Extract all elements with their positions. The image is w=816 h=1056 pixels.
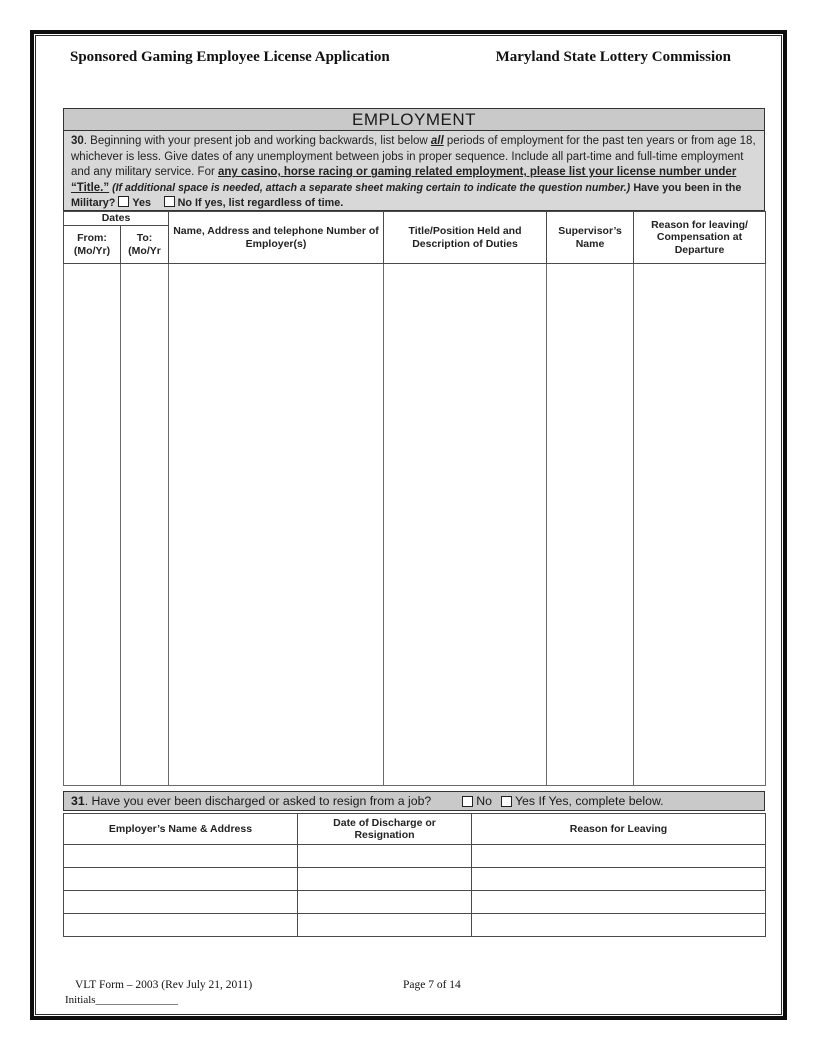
q31-question: . Have you ever been discharged or asked to resign from a job? <box>84 794 432 808</box>
dates-header-row <box>64 212 766 226</box>
discharge-employer-cell[interactable] <box>64 845 298 868</box>
agency-title: Maryland State Lottery Commission <box>495 49 731 65</box>
discharge-table-row <box>64 845 766 868</box>
military-no-checkbox[interactable] <box>164 196 175 207</box>
q30-all-word: all <box>430 135 444 147</box>
q30-note: (If additional space is needed, attach a separate sheet making certain to indicate the question number.) <box>109 181 631 194</box>
title-duties-cell[interactable] <box>384 264 547 786</box>
col-header-title: Title/Position Held and Description of Duties <box>384 212 547 264</box>
military-no-label: No If yes, list regardless of time. <box>177 197 344 210</box>
discharge-date-cell[interactable] <box>298 845 472 868</box>
col-header-to: To: (Mo/Yr <box>121 226 169 264</box>
discharge-employer-cell[interactable] <box>64 914 298 937</box>
discharge-reason-cell[interactable] <box>472 868 766 891</box>
employment-history-table <box>63 211 766 786</box>
discharge-header-row <box>64 814 766 845</box>
from-date-cell[interactable] <box>64 264 121 786</box>
discharge-table-row <box>64 891 766 914</box>
discharge-reason-cell[interactable] <box>472 891 766 914</box>
discharged-yes-label: Yes If Yes, complete below. <box>514 794 664 808</box>
discharged-no-label: No <box>476 794 492 808</box>
discharge-table-row <box>64 868 766 891</box>
employer-cell[interactable] <box>169 264 384 786</box>
discharge-date-cell[interactable] <box>298 868 472 891</box>
form-title: Sponsored Gaming Employee License Application <box>70 49 390 65</box>
discharge-reason-cell[interactable] <box>472 914 766 937</box>
discharge-date-cell[interactable] <box>298 891 472 914</box>
q31-number: 31 <box>71 794 85 808</box>
col-header-discharge-reason: Reason for Leaving <box>472 814 766 845</box>
initials-line[interactable]: Initials_______________ <box>65 994 179 1006</box>
section-title: EMPLOYMENT <box>63 108 765 131</box>
q30-number: 30 <box>71 135 84 147</box>
page-inner-border <box>35 35 782 1015</box>
q30-intro: . Beginning with your present job and working backwards, list below <box>83 135 431 147</box>
question-31-bar <box>63 791 765 811</box>
page-header <box>36 49 781 66</box>
military-question: Have you been in the Military? <box>71 181 742 210</box>
discharge-table-row <box>64 914 766 937</box>
page-border-frame <box>30 30 787 1020</box>
page-number: Page 7 of 14 <box>403 979 461 991</box>
employment-entry-row <box>64 264 766 786</box>
discharged-yes-checkbox[interactable] <box>501 796 512 807</box>
col-header-from: From: (Mo/Yr) <box>64 226 121 264</box>
col-header-supervisor: Supervisor’s Name <box>547 212 634 264</box>
discharge-reason-cell[interactable] <box>472 845 766 868</box>
q30-emphasis: any casino, horse racing or gaming related employment, please list your license number under “Title.” <box>71 166 737 194</box>
col-header-employer: Name, Address and telephone Number of Employer(s) <box>169 212 384 264</box>
form-id: VLT Form – 2003 (Rev July 21, 2011) <box>75 979 253 991</box>
discharge-employer-cell[interactable] <box>64 868 298 891</box>
dates-header: Dates <box>64 212 169 226</box>
reason-cell[interactable] <box>634 264 766 786</box>
military-yes-label: Yes <box>132 197 152 210</box>
discharged-no-checkbox[interactable] <box>462 796 473 807</box>
discharge-employer-cell[interactable] <box>64 891 298 914</box>
question-30-instructions <box>63 131 765 211</box>
to-date-cell[interactable] <box>121 264 169 786</box>
col-header-discharge-date: Date of Discharge or Resignation <box>298 814 472 845</box>
col-header-discharge-employer: Employer’s Name & Address <box>64 814 298 845</box>
col-header-reason: Reason for leaving/ Compensation at Departure <box>634 212 766 264</box>
discharge-date-cell[interactable] <box>298 914 472 937</box>
discharge-table <box>63 813 766 937</box>
supervisor-cell[interactable] <box>547 264 634 786</box>
question-31-section <box>63 791 765 937</box>
q30-body: periods of employment for the past ten years or from age 18, whichever is less. Give dates of any unemployment between jobs in proper sequence. Include all part-time and full-time employment and any military service. For <box>71 135 756 179</box>
military-yes-checkbox[interactable] <box>118 196 129 207</box>
employment-section <box>63 108 765 786</box>
